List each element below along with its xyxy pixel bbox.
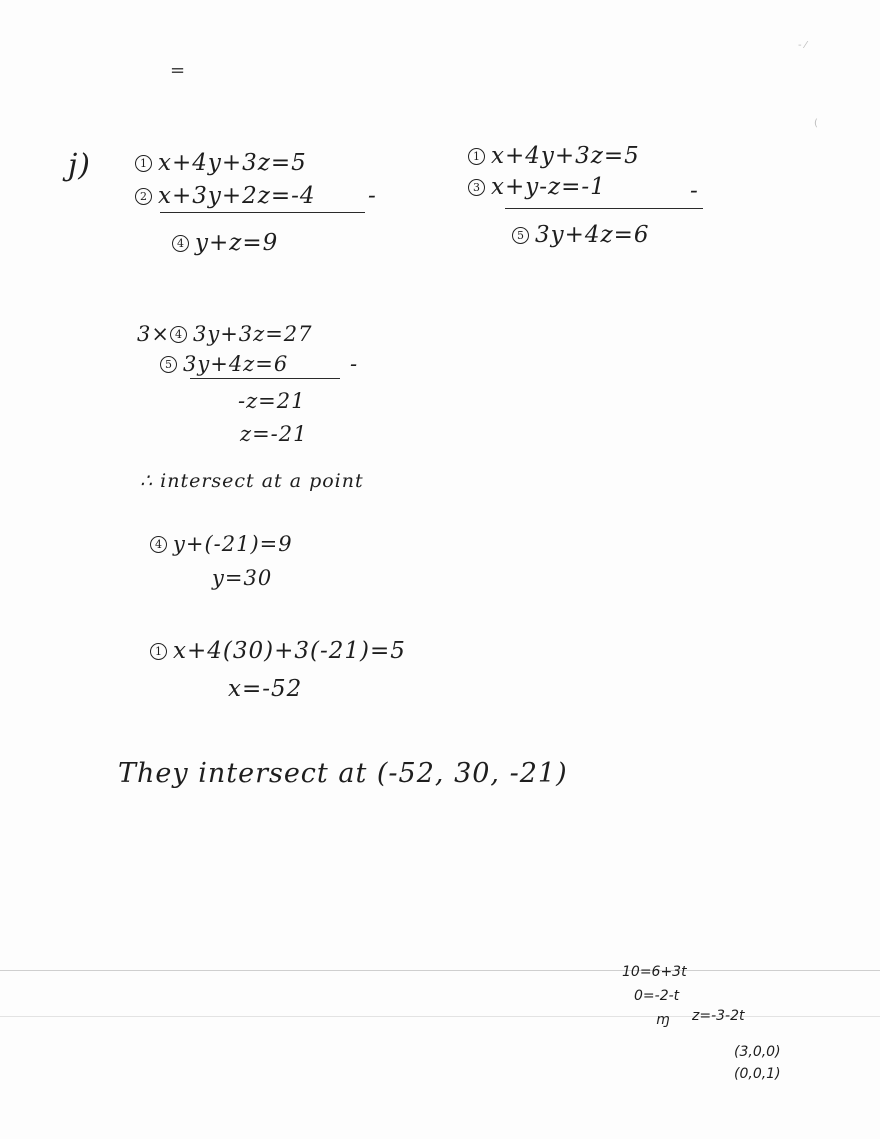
- page-fold-line: [0, 970, 880, 971]
- eq-tag: 5: [160, 356, 177, 373]
- left-eq1: [135, 150, 307, 176]
- scratch-line5: (0,0,1): [734, 1066, 781, 1082]
- elim-subtraction-rule: [190, 378, 340, 379]
- scratch-line2: 0=-2-t: [634, 988, 680, 1004]
- back-sub-y-text: y+(-21)=9: [173, 532, 293, 556]
- corner-smudge: ‐ ⁄: [798, 40, 807, 51]
- elim-result2: z=-21: [240, 422, 308, 446]
- right-subtraction-rule: [505, 208, 703, 209]
- right-eq3: [468, 174, 606, 200]
- left-eq4: [172, 230, 278, 256]
- elim-eq5: [160, 352, 288, 376]
- eq-tag: 1: [135, 155, 152, 172]
- back-sub-y-line1: [150, 532, 293, 556]
- eq-tag: 4: [150, 536, 167, 553]
- elim-prefix: 3×: [137, 322, 170, 346]
- elim-result1: -z=21: [238, 389, 306, 413]
- left-eq4-text: y+z=9: [195, 230, 279, 256]
- eq-tag: 2: [135, 188, 152, 205]
- left-eq1-text: x+4y+3z=5: [158, 150, 307, 176]
- elim-scaled-eq: [137, 322, 313, 346]
- back-sub-x-text: x+4(30)+3(-21)=5: [173, 638, 406, 664]
- edge-smudge: (: [814, 118, 818, 129]
- right-minus-sign: -: [690, 178, 699, 204]
- page-fold-line-faint: [0, 1016, 880, 1017]
- back-sub-x-line2: x=-52: [228, 676, 303, 702]
- right-eq5: [512, 222, 650, 248]
- eq-tag: 5: [512, 227, 529, 244]
- eq-tag: 1: [468, 148, 485, 165]
- right-eq5-text: 3y+4z=6: [535, 222, 650, 248]
- problem-number: j): [68, 148, 92, 183]
- scratch-mark: ɱ: [656, 1012, 670, 1028]
- right-eq1-text: x+4y+3z=5: [491, 143, 640, 169]
- eq-tag: 4: [170, 326, 187, 343]
- intersect-point-statement: ∴ intersect at a point: [140, 470, 364, 492]
- left-minus-sign: -: [368, 183, 377, 209]
- elim-minus-sign: -: [350, 352, 359, 376]
- eq-tag: 1: [150, 643, 167, 660]
- left-eq2: [135, 183, 316, 209]
- scratch-line1: 10=6+3t: [622, 964, 687, 980]
- eq-tag: 4: [172, 235, 189, 252]
- right-eq1: [468, 143, 640, 169]
- eq-tag: 3: [468, 179, 485, 196]
- right-eq3-text: x+y-z=-1: [491, 174, 606, 200]
- back-sub-y-line2: y=30: [212, 566, 273, 590]
- conclusion-statement: They intersect at (-52, 30, -21): [118, 758, 568, 789]
- scratch-line4: (3,0,0): [734, 1044, 781, 1060]
- top-stray-mark: =: [170, 60, 186, 81]
- back-sub-x-line1: [150, 638, 406, 664]
- left-eq2-text: x+3y+2z=-4: [158, 183, 316, 209]
- elim-scaled-text: 3y+3z=27: [192, 322, 313, 346]
- left-subtraction-rule: [160, 212, 365, 213]
- scratch-line3: z=-3-2t: [692, 1008, 745, 1024]
- elim-eq5-text: 3y+4z=6: [183, 352, 289, 376]
